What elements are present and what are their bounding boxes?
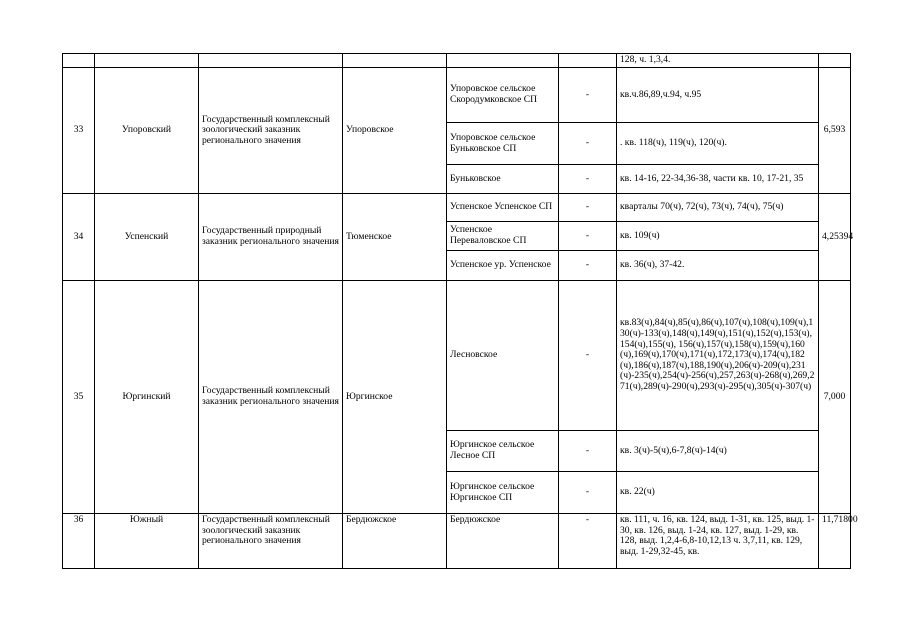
owner-cell: Юргинское сельское Лесное СП — [447, 431, 559, 472]
district-cell: Успенский — [95, 194, 199, 281]
dash-cell: - — [559, 68, 617, 123]
row-number: 33 — [63, 68, 95, 194]
locality-cell: Тюменское — [343, 194, 447, 281]
plots-cell: кв. 111, ч. 16, кв. 124, выд. 1-31, кв. 125, выд. 1-30, кв. 126, выд. 1-24, кв. 127, выд. 1-29, кв. 128, выд. 1,2,4-6,8-10,12,13 ч. 3,7,11, кв. 129, выд. 1-29,32-45, кв. — [617, 514, 819, 569]
reserve-name-cell: Государственный комплексный зоологический заказник регионального значения — [199, 514, 343, 569]
plots-cell: кв. 36(ч), 37-42. — [617, 251, 819, 281]
table-row — [63, 194, 851, 222]
table-row — [63, 68, 851, 123]
owner-cell: Успенское ур. Успенское — [447, 251, 559, 281]
plots-cell: кв. 14-16, 22-34,36-38, части кв. 10, 17-21, 35 — [617, 165, 819, 194]
dash-cell: - — [559, 194, 617, 222]
owner-cell: Буньковское — [447, 165, 559, 194]
area-cell: 6,593 — [819, 68, 851, 194]
dash-cell: - — [559, 514, 617, 569]
dash-cell: - — [559, 431, 617, 472]
owner-cell: Упоровское сельское Скородумковское СП — [447, 68, 559, 123]
plots-cell: кв. 22(ч) — [617, 472, 819, 514]
row-number: 34 — [63, 194, 95, 281]
table-row — [63, 54, 851, 68]
owner-cell: Юргинское сельское Юргинское СП — [447, 472, 559, 514]
table-row — [63, 514, 851, 569]
owner-cell: Упоровское сельское Буньковское СП — [447, 123, 559, 165]
dash-cell: - — [559, 251, 617, 281]
reserve-name-cell: Государственный природный заказник регионального значения — [199, 194, 343, 281]
owner-cell: Бердюжское — [447, 514, 559, 569]
reserve-name-cell: Государственный комплексный зоологический заказник регионального значения — [199, 68, 343, 194]
table-row — [63, 281, 851, 431]
locality-cell: Бердюжское — [343, 514, 447, 569]
plots-cell: кв.83(ч),84(ч),85(ч),86(ч),107(ч),108(ч),109(ч),130(ч)-133(ч),148(ч),149(ч),151(ч),152(ч),153(ч),154(ч),155(ч), 156(ч),157(ч),158(ч),159(ч),160(ч),169(ч),170(ч),171(ч),172,173(ч),174(ч),182(ч),186(ч),187(ч),188,190(ч),206(ч)-209(ч),231(ч)-235(ч),254(ч)-256(ч),257,263(ч)-268(ч),269,271(ч),289(ч)-290(ч),293(ч)-295(ч),305(ч)-307(ч) — [617, 281, 819, 431]
dash-cell: - — [559, 281, 617, 431]
district-cell: Юргинский — [95, 281, 199, 514]
district-cell: Упоровский — [95, 68, 199, 194]
locality-cell: Юргинское — [343, 281, 447, 514]
reserve-name-cell: Государственный комплексный заказник регионального значения — [199, 281, 343, 514]
plots-cell: кварталы 70(ч), 72(ч), 73(ч), 74(ч), 75(ч) — [617, 194, 819, 222]
row-number: 36 — [63, 514, 95, 569]
plots-cell: . кв. 118(ч), 119(ч), 120(ч). — [617, 123, 819, 165]
plots-cell: кв. 109(ч) — [617, 222, 819, 251]
locality-cell: Упоровское — [343, 68, 447, 194]
area-cell: 11,71800 — [819, 514, 851, 569]
plots-cell: кв.ч.86,89,ч.94, ч.95 — [617, 68, 819, 123]
dash-cell: - — [559, 472, 617, 514]
dash-cell: - — [559, 123, 617, 165]
district-cell: Южный — [95, 514, 199, 569]
area-cell: 4,25394 — [819, 194, 851, 281]
plots-cell: кв. 3(ч)-5(ч),6-7,8(ч)-14(ч) — [617, 431, 819, 472]
owner-cell: Лесновское — [447, 281, 559, 431]
protected-areas-table — [62, 53, 858, 569]
dash-cell: - — [559, 222, 617, 251]
owner-cell: Успенское Переваловское СП — [447, 222, 559, 251]
row-number: 35 — [63, 281, 95, 514]
owner-cell: Успенское Успенское СП — [447, 194, 559, 222]
plots-cell: 128, ч. 1,3,4. — [617, 54, 819, 68]
dash-cell: - — [559, 165, 617, 194]
area-cell: 7,000 — [819, 281, 851, 514]
